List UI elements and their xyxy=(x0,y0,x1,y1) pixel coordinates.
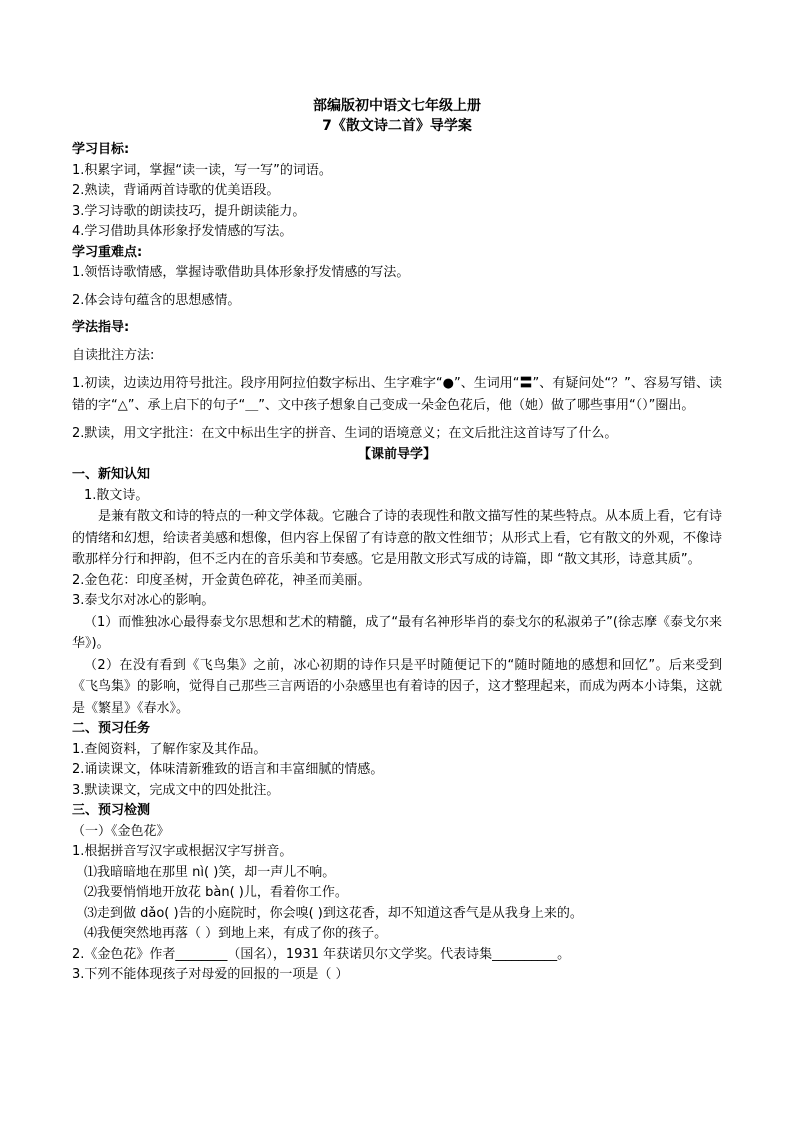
goal-item: 3.学习诗歌的朗读技巧，提升朗读能力。 xyxy=(72,203,306,219)
goal-item: 1.积累字词，掌握“读一读，写一写”的词语。 xyxy=(72,162,332,178)
document-subtitle: 7《散文诗二首》导学案 xyxy=(322,118,472,134)
method-heading: 学法指导: xyxy=(72,320,130,335)
difficulty-item: 2.体会诗句蕴含的思想感情。 xyxy=(72,292,241,308)
task-item: 1.查阅资料，了解作家及其作品。 xyxy=(72,741,267,757)
section-item-label: 3.泰戈尔对冰心的影响。 xyxy=(72,593,215,608)
task-item: 2.诵读课文，体味清新雅致的语言和丰富细腻的情感。 xyxy=(72,762,384,777)
task-item: 3.默读课文，完成文中的四处批注。 xyxy=(72,782,280,798)
section-heading: 二、预习任务 xyxy=(72,721,151,736)
influence-paragraph: （1）而惟独冰心最得泰戈尔思想和艺术的精髓，成了“最有名神形毕肖的泰戈尔的私淑弟子”(徐志摩《泰戈尔来华》)。 xyxy=(72,614,722,651)
preview-guide-heading: 【课前导学】 xyxy=(357,446,436,462)
question: 2.《金色花》作者________（国名），1931 年获诺贝尔文学奖。代表诗集__________。 xyxy=(72,946,571,962)
question-item: ⑶走到做 dǎo( )告的小庭院时，你会嗅( )到这花香，却不知道这香气是从我身上来的。 xyxy=(84,905,583,921)
section-heading: 一、新知认知 xyxy=(72,467,151,482)
method-paragraph: 1.初读，边读边用符号批注。段序用阿拉伯数字标出、生字难字“●”、生词用“〓”、有疑问处“？”、容易写错、读错的字“△”、承上启下的句子“＿”、文中孩子想象自己变成一朵金色花后，他（她）做了哪些事用“（）”圈出。 xyxy=(72,376,722,413)
section-item-label: 1.散文诗。 xyxy=(84,487,149,503)
goal-item: 2.熟读，背诵两首诗歌的优美语段。 xyxy=(72,183,280,198)
goal-item: 4.学习借助具体形象抒发情感的写法。 xyxy=(72,224,293,239)
method-paragraph: 2.默读，用文字批注：在文中标出生字的拼音、生词的语境意义；在文后批注这首诗写了什么。 xyxy=(72,426,618,441)
goals-heading: 学习目标: xyxy=(72,142,130,157)
question: 1.根据拼音写汉字或根据汉字写拼音。 xyxy=(72,844,293,859)
prose-poem-definition: 是兼有散文和诗的特点的一种文学体裁。它融合了诗的表现性和散文描写性的某些特点。从本质上看，它有诗的情绪和幻想，给读者美感和想像，但内容上保留了有诗意的散文性细节；从形式上看，它有散文的外观，不像诗歌那样分行和押韵，但不乏内在的音乐美和节奏感。它是用散文形式写成的诗篇，即 “散文其形，诗意其质”。 xyxy=(72,509,723,567)
difficulties-heading: 学习重难点: xyxy=(72,244,143,260)
question-item: ⑷我便突然地再落（ ）到地上来，有成了你的孩子。 xyxy=(84,926,388,941)
question: 3.下列不能体现孩子对母爱的回报的一项是（ ） xyxy=(72,967,349,982)
question-item: ⑴我暗暗地在那里 nì( )笑，却一声儿不响。 xyxy=(84,864,336,880)
question-item: ⑵我要悄悄地开放花 bàn( )儿，看着你工作。 xyxy=(84,885,348,900)
influence-paragraph: （2）在没有看到《飞鸟集》之前，冰心初期的诗作只是平时随便记下的“随时随地的感想和回忆”。后来受到《飞鸟集》的影响，觉得自己那些三言两语的小杂感里也有着诗的因子，这才整理起来，而成为两本小诗集，这就是《繁星》《春水》。 xyxy=(72,657,723,716)
worksheet-page xyxy=(72,96,722,986)
difficulty-item: 1.领悟诗歌情感，掌握诗歌借助具体形象抒发情感的写法。 xyxy=(72,265,410,280)
section-item: 2.金色花：印度圣树，开金黄色碎花，神圣而美丽。 xyxy=(72,572,371,588)
subsection-heading: （一）《金色花》 xyxy=(72,823,170,839)
section-heading: 三、预习检测 xyxy=(72,803,151,818)
method-subheading: 自读批注方法: xyxy=(72,347,155,363)
document-title: 部编版初中语文七年级上册 xyxy=(313,98,481,114)
